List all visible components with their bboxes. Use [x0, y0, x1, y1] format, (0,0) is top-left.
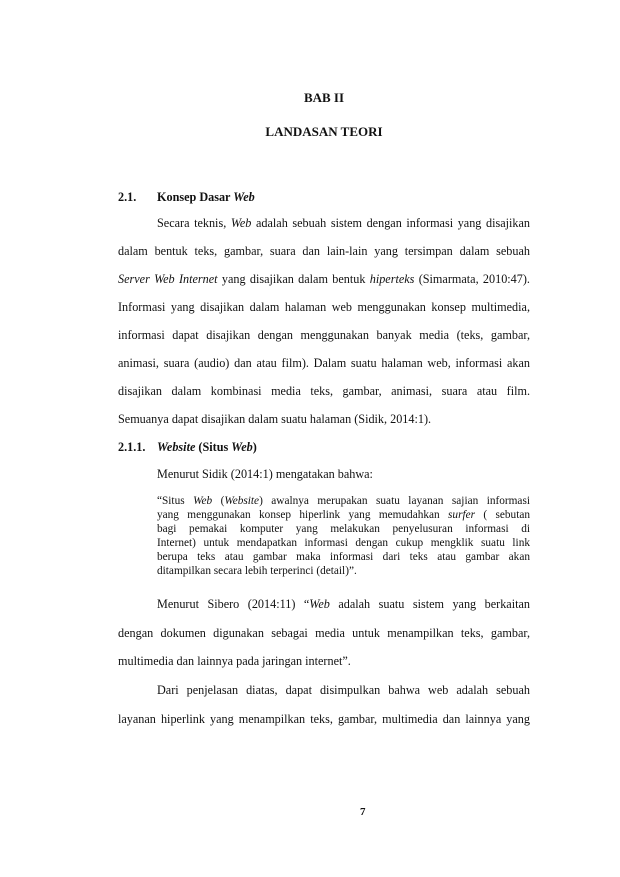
quote-line: ditampilkan secara lebih terperinci (detail)”. — [157, 565, 357, 577]
paragraph-line: Informasi yang disajikan dalam halaman web menggunakan konsep multimedia, — [118, 300, 530, 314]
paragraph-line: layanan hiperlink yang menampilkan teks, gambar, multimedia dan lainnya yang — [118, 712, 530, 726]
paragraph-line: dalam bentuk teks, gambar, suara dan lain-lain yang tersimpan dalam sebuah — [118, 244, 530, 258]
chapter-title: LANDASAN TEORI — [265, 124, 383, 139]
paragraph-line: Menurut Sibero (2014:11) “Web adalah suatu sistem yang berkaitan — [157, 597, 530, 611]
subsection-number: 2.1.1. — [118, 440, 146, 454]
paragraph-line: disajikan dalam kombinasi media teks, gambar, animasi, suara atau film. — [118, 384, 530, 398]
section-number: 2.1. — [118, 190, 137, 204]
paragraph-line: Semuanya dapat disajikan dalam suatu halaman (Sidik, 2014:1). — [118, 412, 432, 426]
section-title: Konsep Dasar Web — [157, 190, 255, 204]
paragraph-line: animasi, suara (audio) dan atau film). Dalam suatu halaman web, informasi akan — [118, 356, 530, 370]
quote-line: bagi pemakai komputer yang melakukan penyelusuran informasi di — [157, 523, 530, 535]
paragraph-line: dengan dokumen digunakan sebagai media untuk menampilkan teks, gambar, — [118, 626, 530, 640]
quote-line: yang menggunakan konsep hiperlink yang memudahkan surfer ( sebutan — [157, 509, 530, 521]
paragraph-line: Secara teknis, Web adalah sebuah sistem dengan informasi yang disajikan — [157, 216, 530, 230]
page-number: 7 — [360, 806, 366, 818]
chapter-label: BAB II — [303, 90, 345, 105]
paragraph-line: multimedia dan lainnya pada jaringan internet”. — [118, 654, 351, 668]
paragraph-line: informasi dapat disajikan dengan menggunakan banyak media (teks, gambar, — [118, 328, 530, 342]
paragraph-line: Server Web Internet yang disajikan dalam bentuk hiperteks (Simarmata, 2010:47). — [118, 272, 530, 286]
quote-line: berupa teks atau gambar maka informasi dari teks atau gambar akan — [157, 551, 530, 563]
intro-line: Menurut Sidik (2014:1) mengatakan bahwa: — [157, 467, 373, 481]
subsection-title: Website (Situs Web) — [157, 440, 257, 454]
paragraph-line: Dari penjelasan diatas, dapat disimpulkan bahwa web adalah sebuah — [157, 683, 530, 697]
quote-line: “Situs Web (Website) awalnya merupakan suatu layanan sajian informasi — [157, 495, 530, 507]
quote-line: Internet) untuk mendapatkan informasi dengan cukup mengklik suatu link — [157, 537, 530, 549]
